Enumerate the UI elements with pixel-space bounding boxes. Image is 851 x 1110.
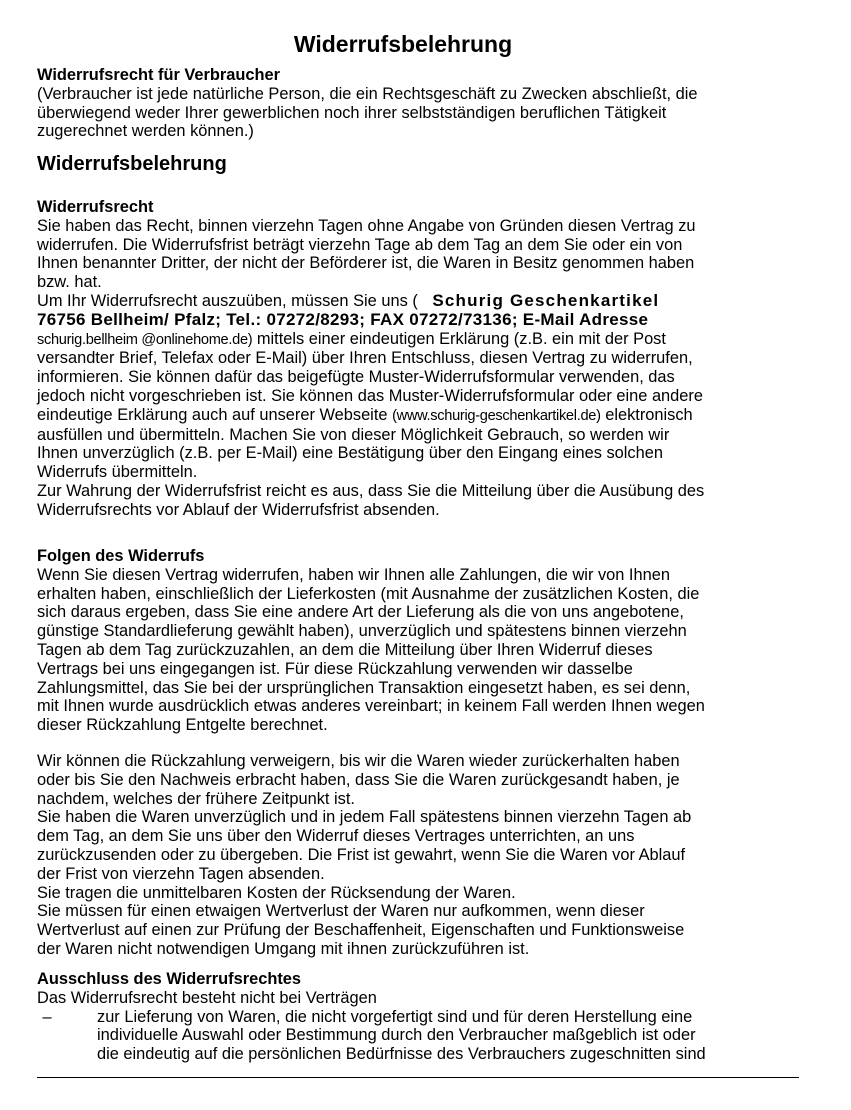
exercise-line (37, 292, 827, 311)
exclusion-intro: Das Widerrufsrecht besteht nicht bei Verträgen (37, 988, 377, 1007)
consumer-definition (37, 66, 827, 141)
withdrawal-line: Widerrufsrechts vor Ablauf der Widerrufsfrist absenden. (37, 500, 440, 519)
consequences-section (37, 547, 827, 735)
withdrawal-line: bzw. hat. (37, 273, 102, 292)
consequences-line: Wir können die Rückzahlung verweigern, bis wir die Waren wieder zurückerhalten haben (37, 752, 680, 770)
consequences-paragraph-2 (37, 752, 827, 959)
withdrawal-line: Ihnen unverzüglich (z.B. per E-Mail) eine Bestätigung über den Eingang eines solchen (37, 444, 663, 463)
withdrawal-line: widerrufen. Die Widerrufsfrist beträgt vierzehn Tage ab dem Tag an dem Sie oder ein von (37, 235, 683, 254)
section-title: Widerrufsbelehrung (37, 153, 227, 175)
withdrawal-right-section (37, 198, 827, 520)
consequences-line: mit Ihnen wurde ausdrücklich etwas anderes vereinbart; in keinem Fall werden Ihnen wegen (37, 697, 705, 716)
consequences-line: Sie müssen für einen etwaigen Wertverlust der Waren nur aufkommen, wenn dieser (37, 902, 645, 921)
consequences-line: der Waren nicht notwendigen Umgang mit ihnen zurückzuführen ist. (37, 939, 530, 958)
footer-rule (37, 1077, 799, 1078)
consequences-line: Tagen ab dem Tag zurückzuzahlen, an dem die Mitteilung über Ihren Widerruf dieses (37, 640, 653, 659)
consequences-line: Sie tragen die unmittelbaren Kosten der Rücksendung der Waren. (37, 883, 516, 902)
consequences-line: dieser Rückzahlung Entgelte berechnet. (37, 716, 328, 735)
consumer-line: zugerechnet werden können.) (37, 122, 254, 141)
website-url: (www.schurig-geschenkartikel.de) (392, 407, 601, 424)
email-suffix: mittels einer eindeutigen Erklärung (z.B. ein mit der Post (252, 329, 666, 348)
company-address: 76756 Bellheim/ Pfalz; Tel.: 07272/8293; FAX 07272/73136; E-Mail Adresse (37, 309, 649, 329)
consequences-line: Zahlungsmittel, das Sie bei der ursprünglichen Transaktion eingesetzt haben, es sei denn, (37, 678, 691, 697)
dash-bullet: – (42, 1007, 52, 1026)
consequences-line: Vertrags bei uns eingegangen ist. Für diese Rückzahlung verwenden wir dasselbe (37, 659, 633, 678)
consequences-line: nachdem, welches der frühere Zeitpunkt ist. (37, 789, 355, 808)
website-suffix: elektronisch (600, 405, 693, 424)
exclusion-section (37, 970, 827, 1064)
exclusion-item-line: zur Lieferung von Waren, die nicht vorgefertigt sind und für deren Herstellung eine (97, 1007, 693, 1026)
website-line (37, 406, 827, 426)
consumer-heading: Widerrufsrecht für Verbraucher (37, 66, 281, 84)
company-name: Schurig Geschenkartikel (432, 290, 660, 310)
withdrawal-line: jedoch nicht vorgeschrieben ist. Sie können das Muster-Widerrufsformular oder eine andere (37, 386, 703, 405)
website-prefix: eindeutige Erklärung auch auf unserer Webseite (37, 405, 393, 424)
consumer-line: (Verbraucher ist jede natürliche Person, die ein Rechtsgeschäft zu Zwecken abschließt, die (37, 84, 698, 103)
withdrawal-line: versandter Brief, Telefax oder E-Mail) über Ihren Entschluss, diesen Vertrag zu widerrufen, (37, 349, 693, 368)
consequences-line: der Frist von vierzehn Tagen absenden. (37, 864, 325, 883)
consequences-line: sich daraus ergeben, dass Sie eine andere Art der Lieferung als die von uns angebotene, (37, 603, 684, 622)
consequences-line: zurückzusenden oder zu übergeben. Die Frist ist gewahrt, wenn Sie die Waren vor Ablauf (37, 845, 686, 864)
consequences-heading: Folgen des Widerrufs (37, 547, 205, 565)
exercise-prefix: Um Ihr Widerrufsrecht auszuüben, müssen Sie uns ( (37, 291, 418, 310)
consequences-line: Wenn Sie diesen Vertrag widerrufen, haben wir Ihnen alle Zahlungen, die wir von Ihnen (37, 565, 670, 584)
consequences-line: dem Tag, an dem Sie uns über den Widerruf dieses Vertrages unterrichten, an uns (37, 827, 635, 846)
exclusion-heading: Ausschluss des Widerrufsrechtes (37, 970, 302, 988)
withdrawal-line: informieren. Sie können dafür das beigefügte Muster-Widerrufsformular verwenden, das (37, 368, 675, 387)
exclusion-list-item (37, 1008, 827, 1064)
consequences-line: oder bis Sie den Nachweis erbracht haben, dass Sie die Waren zurückgesandt haben, je (37, 770, 680, 789)
consequences-line: erhalten haben, einschließlich der Lieferkosten (mit Ausnahme der zusätzlichen Kosten, die (37, 584, 700, 603)
document-title: Widerrufsbelehrung (293, 31, 513, 57)
email-line (37, 330, 827, 350)
consequences-line: Wertverlust auf einen zur Prüfung der Beschaffenheit, Eigenschaften und Funktionsweise (37, 921, 685, 940)
exclusion-item-line: die eindeutig auf die persönlichen Bedürfnisse des Verbrauchers zugeschnitten sind (97, 1045, 706, 1064)
consequences-line: günstige Standardlieferung gewählt haben), unverzüglich und spätestens binnen vierzehn (37, 622, 687, 641)
consumer-line: überwiegend weder Ihrer gewerblichen noch ihrer selbstständigen beruflichen Tätigkeit (37, 103, 667, 122)
withdrawal-line: Widerrufs übermitteln. (37, 463, 198, 482)
withdrawal-line: Ihnen benannter Dritter, der nicht der Beförderer ist, die Waren in Besitz genommen haben (37, 254, 695, 273)
withdrawal-right-heading: Widerrufsrecht (37, 198, 154, 216)
withdrawal-line: Sie haben das Recht, binnen vierzehn Tagen ohne Angabe von Gründen diesen Vertrag zu (37, 216, 696, 235)
withdrawal-line: ausfüllen und übermitteln. Machen Sie von dieser Möglichkeit Gebrauch, so werden wir (37, 425, 670, 444)
consequences-line: Sie haben die Waren unverzüglich und in jedem Fall spätestens binnen vierzehn Tagen ab (37, 808, 692, 827)
withdrawal-line: Zur Wahrung der Widerrufsfrist reicht es aus, dass Sie die Mitteilung über die Ausübung des (37, 481, 705, 500)
email-address: schurig.bellheim @onlinehome.de) (37, 331, 253, 348)
exclusion-item-line: individuelle Auswahl oder Bestimmung durch den Verbraucher maßgeblich ist oder (97, 1026, 696, 1045)
